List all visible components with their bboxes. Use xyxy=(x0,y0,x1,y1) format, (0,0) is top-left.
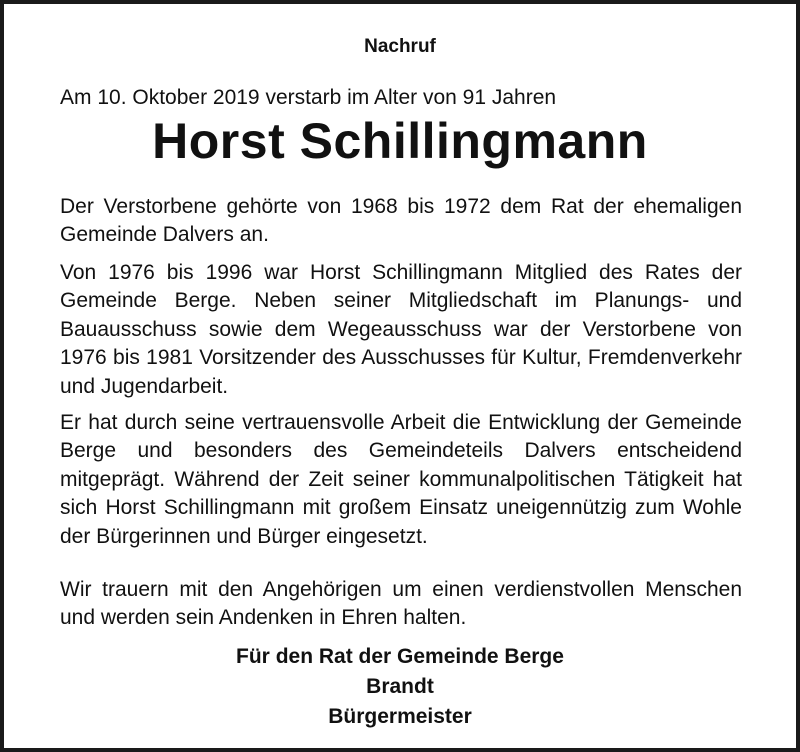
notice-heading: Nachruf xyxy=(364,36,436,57)
paragraph-mourning: Wir trauern mit den Angehörigen um einen verdienstvollen Menschen und werden sein Andenken in Ehren halten. xyxy=(60,578,742,630)
signature-title: Bürgermeister xyxy=(328,705,472,728)
deceased-name: Horst Schillingmann xyxy=(152,113,648,169)
paragraph-council-dalvers: Der Verstorbene gehörte von 1968 bis 1972 dem Rat der ehemaligen Gemeinde Dalvers an. xyxy=(60,195,742,247)
signature-organization: Für den Rat der Gemeinde Berge xyxy=(236,645,564,668)
death-announcement-line: Am 10. Oktober 2019 verstarb im Alter von 91 Jahren xyxy=(60,86,557,109)
paragraph-achievements: Er hat durch seine vertrauensvolle Arbeit die Entwicklung der Gemeinde Berge und besonders des Gemeindeteils Dalvers entscheidend mitgeprägt. Während der Zeit seiner kommunalpolitischen Tätigkeit hat sich Horst Schillingmann mit großem Einsatz uneigennützig zum Wohle der Bürgerinnen und Bürger eingesetzt. xyxy=(60,411,742,548)
paragraph-council-berge: Von 1976 bis 1996 war Horst Schillingmann Mitglied des Rates der Gemeinde Berge. Neben seiner Mitgliedschaft im Planungs- und Bauausschuss sowie dem Wegeausschuss war der Verstorbene von 1976 bis 1981 Vorsitzender des Ausschusses für Kultur, Fremdenverkehr und Jugendarbeit. xyxy=(60,261,742,398)
signature-name: Brandt xyxy=(366,675,434,698)
